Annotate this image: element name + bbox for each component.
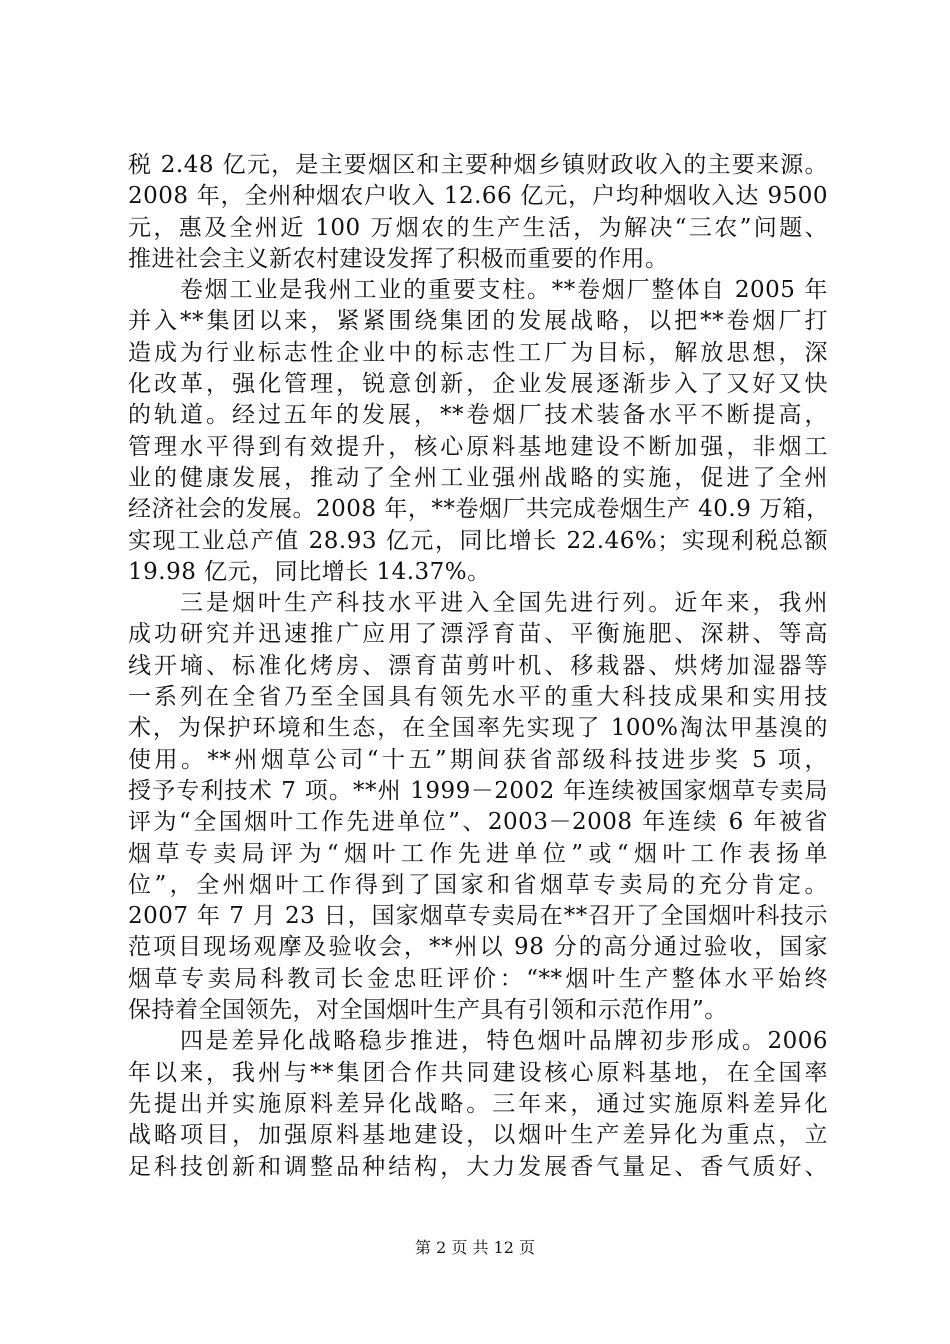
text-line: 业的健康发展，推动了全州工业强州战略的实施，促进了全州 (128, 464, 828, 491)
text-line: 术，为保护环境和生态，在全国率先实现了 100%淘汰甲基溴的 (128, 715, 828, 742)
text-line: 先提出并实施原料差异化战略。三年来，通过实施原料差异化 (128, 1090, 828, 1117)
text-line: 保持着全国领先，对全国烟叶生产具有引领和示范作用”。 (128, 997, 728, 1024)
text-line: 烟草专卖局科教司长金忠旺评价：“**烟叶生产整体水平始终 (128, 965, 828, 992)
text-line: 卷烟工业是我州工业的重要支柱。**卷烟厂整体自 2005 年 (180, 277, 828, 304)
text-line: 年以来，我州与**集团合作共同建设核心原料基地，在全国率 (128, 1059, 828, 1086)
text-line: 使用。**州烟草公司“十五”期间获省部级科技进步奖 5 项， (128, 746, 828, 773)
text-line: 足科技创新和调整品种结构，大力发展香气量足、香气质好、 (128, 1153, 828, 1180)
text-line: 化改革，强化管理，锐意创新，企业发展逐渐步入了又好又快 (128, 371, 828, 398)
text-line: 经济社会的发展。2008 年，**卷烟厂共完成卷烟生产 40.9 万箱， (128, 496, 830, 523)
text-line: 税 2.48 亿元，是主要烟区和主要种烟乡镇财政收入的主要来源。 (128, 152, 828, 178)
text-line: 造成为行业标志性企业中的标志性工厂为目标，解放思想，深 (128, 339, 828, 366)
text-line: 评为“全国烟叶工作先进单位”、2003－2008 年连续 6 年被省 (128, 809, 828, 836)
text-line: 四是差异化战略稳步推进，特色烟叶品牌初步形成。2006 (180, 1028, 828, 1055)
text-line: 2008 年，全州种烟农户收入 12.66 亿元，户均种烟收入达 9500 (128, 183, 828, 210)
body-text (128, 150, 828, 1183)
text-line: 战略项目，加强原料基地建设，以烟叶生产差异化为重点，立 (128, 1122, 828, 1149)
text-line: 并入**集团以来，紧紧围绕集团的发展战略，以把**卷烟厂打 (128, 308, 828, 335)
text-line: 成功研究并迅速推广应用了漂浮育苗、平衡施肥、深耕、等高 (128, 621, 828, 648)
text-line: 范项目现场观摩及验收会，**州以 98 分的高分通过验收，国家 (128, 934, 828, 961)
text-line: 烟草专卖局评为“烟叶工作先进单位”或“烟叶工作表扬单 (128, 840, 828, 867)
page-footer: 第 2 页 共 12 页 (415, 1238, 535, 1257)
text-line: 线开墒、标准化烤房、漂育苗剪叶机、移栽器、烘烤加湿器等 (128, 652, 828, 679)
text-line: 一系列在全省乃至全国具有领先水平的重大科技成果和实用技 (128, 684, 828, 711)
text-line: 实现工业总产值 28.93 亿元，同比增长 22.46%；实现利税总额 (128, 527, 828, 554)
text-line: 三是烟叶生产科技水平进入全国先进行列。近年来，我州 (180, 590, 828, 617)
text-line: 元，惠及全州近 100 万烟农的生产生活，为解决“三农”问题、 (128, 214, 828, 241)
text-line: 位”，全州烟叶工作得到了国家和省烟草专卖局的充分肯定。 (128, 871, 828, 898)
text-line: 推进社会主义新农村建设发挥了积极而重要的作用。 (128, 245, 669, 272)
text-line: 管理水平得到有效提升，核心原料基地建设不断加强，非烟工 (128, 433, 828, 460)
text-line: 2007 年 7 月 23 日，国家烟草专卖局在**召开了全国烟叶科技示 (128, 903, 828, 930)
text-line: 的轨道。经过五年的发展，**卷烟厂技术装备水平不断提高， (128, 402, 828, 429)
text-line: 授予专利技术 7 项。**州 1999－2002 年连续被国家烟草专卖局 (128, 777, 828, 804)
text-line: 19.98 亿元，同比增长 14.37%。 (128, 558, 491, 585)
